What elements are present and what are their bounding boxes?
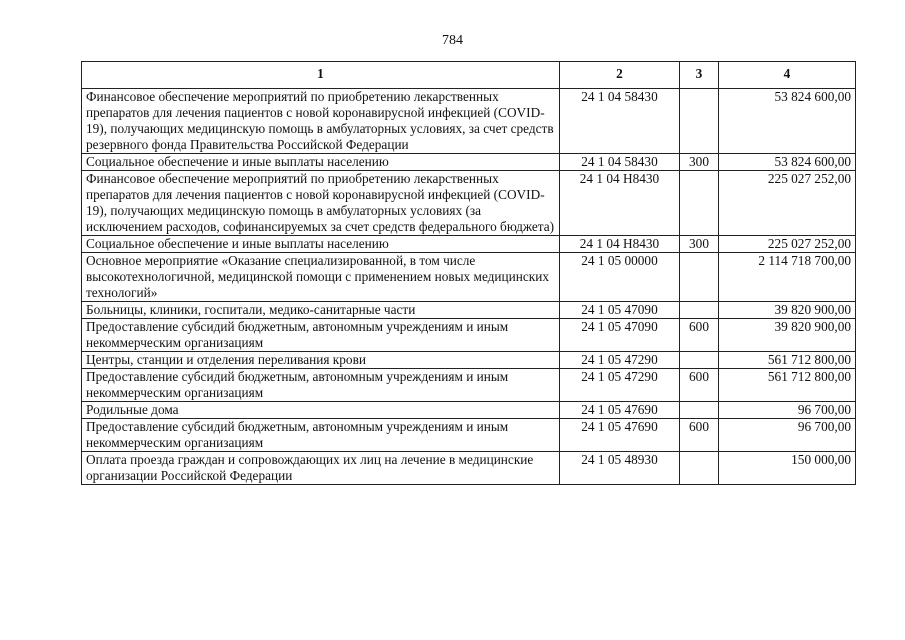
table-row bbox=[82, 89, 856, 154]
row-name-cell: Больницы, клиники, госпитали, медико-санитарные части bbox=[82, 302, 560, 319]
row-amount-cell: 39 820 900,00 bbox=[719, 302, 856, 319]
row-name-cell: Родильные дома bbox=[82, 402, 560, 419]
row-type-cell bbox=[680, 89, 719, 154]
row-amount-cell: 561 712 800,00 bbox=[719, 352, 856, 369]
row-name-cell: Финансовое обеспечение мероприятий по приобретению лекарственных препаратов для лечения пациентов с новой коронавирусной инфекцией (COVID-19), получающих медицинскую помощь в амбулаторных условиях, за счет средств резервного фонда Правительства Российской Федерации bbox=[82, 89, 560, 154]
row-code-cell: 24 1 05 47090 bbox=[560, 302, 680, 319]
row-code-cell: 24 1 04 Н8430 bbox=[560, 236, 680, 253]
row-code-cell: 24 1 04 58430 bbox=[560, 89, 680, 154]
row-type-cell bbox=[680, 253, 719, 302]
table-row bbox=[82, 154, 856, 171]
row-code-cell: 24 1 05 47290 bbox=[560, 352, 680, 369]
row-amount-cell: 225 027 252,00 bbox=[719, 171, 856, 236]
row-code-cell: 24 1 05 47290 bbox=[560, 369, 680, 402]
row-amount-cell: 96 700,00 bbox=[719, 419, 856, 452]
row-name-cell: Социальное обеспечение и иные выплаты населению bbox=[82, 154, 560, 171]
table-row bbox=[82, 402, 856, 419]
row-code-cell: 24 1 05 47090 bbox=[560, 319, 680, 352]
row-code-cell: 24 1 05 47690 bbox=[560, 402, 680, 419]
row-code-cell: 24 1 05 00000 bbox=[560, 253, 680, 302]
row-code-cell: 24 1 05 47690 bbox=[560, 419, 680, 452]
budget-table bbox=[81, 61, 856, 485]
row-name-cell: Предоставление субсидий бюджетным, автономным учреждениям и иным некоммерческим организациям bbox=[82, 369, 560, 402]
row-amount-cell: 53 824 600,00 bbox=[719, 154, 856, 171]
row-code-cell: 24 1 05 48930 bbox=[560, 452, 680, 485]
row-type-cell bbox=[680, 302, 719, 319]
row-type-cell: 300 bbox=[680, 154, 719, 171]
row-amount-cell: 2 114 718 700,00 bbox=[719, 253, 856, 302]
column-header-1: 1 bbox=[82, 62, 560, 89]
table-row bbox=[82, 236, 856, 253]
row-name-cell: Предоставление субсидий бюджетным, автономным учреждениям и иным некоммерческим организациям bbox=[82, 319, 560, 352]
row-name-cell: Финансовое обеспечение мероприятий по приобретению лекарственных препаратов для лечения пациентов с новой коронавирусной инфекцией (COVID-19), получающих медицинскую помощь в амбулаторных условиях (за исключением расходов, софинансируемых за счет средств федерального бюджета) bbox=[82, 171, 560, 236]
row-type-cell: 600 bbox=[680, 419, 719, 452]
row-type-cell: 300 bbox=[680, 236, 719, 253]
table-row bbox=[82, 369, 856, 402]
row-type-cell bbox=[680, 452, 719, 485]
column-header-3: 3 bbox=[680, 62, 719, 89]
row-type-cell bbox=[680, 352, 719, 369]
row-name-cell: Социальное обеспечение и иные выплаты населению bbox=[82, 236, 560, 253]
row-name-cell: Оплата проезда граждан и сопровождающих их лиц на лечение в медицинские организации Российской Федерации bbox=[82, 452, 560, 485]
row-amount-cell: 561 712 800,00 bbox=[719, 369, 856, 402]
table-row bbox=[82, 319, 856, 352]
column-header-4: 4 bbox=[719, 62, 856, 89]
table-row bbox=[82, 419, 856, 452]
row-code-cell: 24 1 04 Н8430 bbox=[560, 171, 680, 236]
row-name-cell: Основное мероприятие «Оказание специализированной, в том числе высокотехнологичной, медицинской помощи с применением новых медицинских технологий» bbox=[82, 253, 560, 302]
row-amount-cell: 39 820 900,00 bbox=[719, 319, 856, 352]
row-name-cell: Предоставление субсидий бюджетным, автономным учреждениям и иным некоммерческим организациям bbox=[82, 419, 560, 452]
row-type-cell: 600 bbox=[680, 369, 719, 402]
page-number: 784 bbox=[442, 33, 463, 48]
table-row bbox=[82, 302, 856, 319]
row-amount-cell: 225 027 252,00 bbox=[719, 236, 856, 253]
row-type-cell bbox=[680, 402, 719, 419]
row-type-cell: 600 bbox=[680, 319, 719, 352]
row-name-cell: Центры, станции и отделения переливания крови bbox=[82, 352, 560, 369]
table-row bbox=[82, 352, 856, 369]
table-row bbox=[82, 253, 856, 302]
table-row bbox=[82, 171, 856, 236]
row-amount-cell: 150 000,00 bbox=[719, 452, 856, 485]
column-header-2: 2 bbox=[560, 62, 680, 89]
table-header-row bbox=[82, 62, 856, 89]
row-amount-cell: 53 824 600,00 bbox=[719, 89, 856, 154]
table-row bbox=[82, 452, 856, 485]
row-code-cell: 24 1 04 58430 bbox=[560, 154, 680, 171]
row-amount-cell: 96 700,00 bbox=[719, 402, 856, 419]
row-type-cell bbox=[680, 171, 719, 236]
